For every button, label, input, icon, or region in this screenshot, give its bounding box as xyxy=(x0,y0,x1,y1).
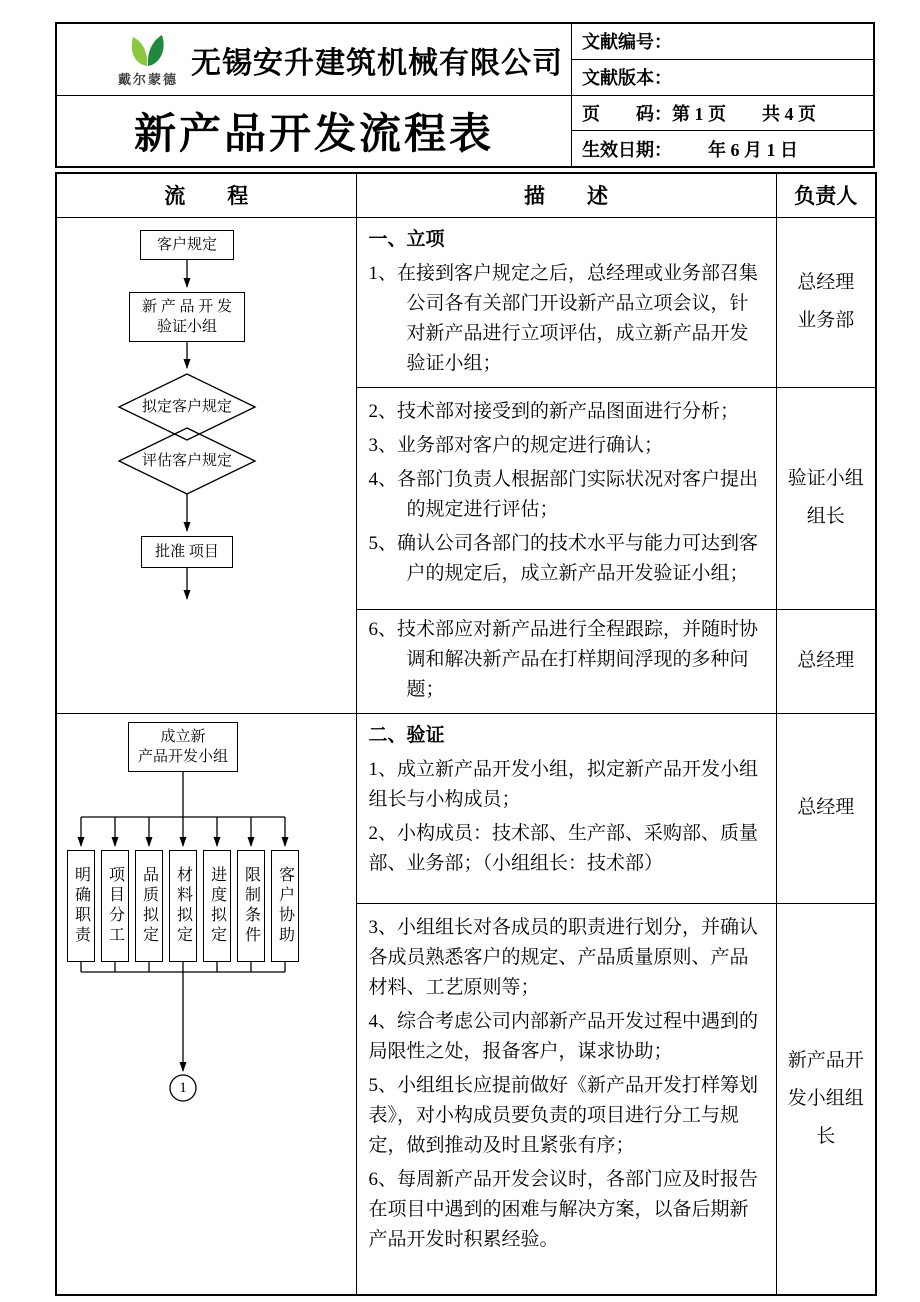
company-logo xyxy=(109,31,187,88)
document-info-box xyxy=(571,24,873,166)
table-header-row xyxy=(56,173,876,217)
flowchart-connectors-2 xyxy=(57,714,355,1294)
section-heading-verification: 二、验证 xyxy=(368,724,445,746)
desc-paragraph: 1、成立新产品开发小组，拟定新产品开发小组组长与小构成员； xyxy=(368,758,759,810)
doc-number-label: 文献编号： xyxy=(582,32,672,53)
owner-line: 验证小组 xyxy=(787,468,864,489)
company-name: 无锡安升建筑机械有限公司 xyxy=(191,46,563,80)
flow-box-form-team-line1: 成立新 xyxy=(160,728,206,745)
flow-box-form-team xyxy=(128,722,238,772)
owner-row-1 xyxy=(776,217,876,387)
owner-row-3 xyxy=(776,609,876,713)
owner-line: 业务部 xyxy=(797,310,855,331)
flow-branch-clarify-duties: 明确职责 xyxy=(67,850,95,962)
table-row xyxy=(56,713,876,903)
section-heading-initiation: 一、立项 xyxy=(368,228,445,250)
flowchart-section-1 xyxy=(56,217,356,713)
leaf-logo-icon xyxy=(126,31,170,69)
desc-paragraph: 1、在接到客户规定之后，总经理或业务部召集公司各有关部门开设新产品立项会议，针对新产品进行立项评估，成立新产品开发验证小组； xyxy=(368,262,759,374)
flow-connector-1-label: 1 xyxy=(179,1079,187,1096)
doc-number-row xyxy=(572,24,873,60)
flow-box-customer-spec xyxy=(140,230,234,260)
flow-box-approve-project xyxy=(141,536,233,568)
flow-box-approve-project-label: 批准 项目 xyxy=(155,543,219,560)
desc-row-3 xyxy=(356,609,776,713)
flowchart-section-2 xyxy=(56,713,356,1295)
desc-paragraph: 2、小构成员：技术部、生产部、采购部、质量部、业务部；（小组组长：技术部） xyxy=(368,822,759,874)
flow-diamond-evaluate-spec-label: 评估客户规定 xyxy=(141,452,232,469)
flow-branch-constraints: 限制条件 xyxy=(237,850,265,962)
desc-paragraph: 6、每周新产品开发会议时，各部门应及时报告在项目中遇到的困难与解决方案，以备后期新产品开发时积累经验。 xyxy=(368,1168,759,1250)
desc-row-2 xyxy=(356,387,776,609)
flow-diamond-draft-spec-label: 拟定客户规定 xyxy=(141,398,232,415)
document-page xyxy=(55,22,875,1296)
title-block xyxy=(57,96,571,166)
desc-row-4 xyxy=(356,713,776,903)
table-row xyxy=(56,217,876,387)
page-number-row xyxy=(572,96,873,132)
desc-row-5 xyxy=(356,903,776,1295)
document-title: 新产品开发流程表 xyxy=(133,112,494,158)
company-block xyxy=(57,24,571,96)
effective-date-row xyxy=(572,131,873,166)
flow-branch-material-draft: 材料拟定 xyxy=(169,850,197,962)
page-number-value: 第 1 页 共 4 页 xyxy=(672,103,816,124)
owner-line: 新产品开发小组组长 xyxy=(787,1049,864,1147)
flow-branch-quality-draft: 品质拟定 xyxy=(135,850,163,962)
col-header-owner: 负责人 xyxy=(776,173,876,217)
owner-line: 总经理 xyxy=(797,272,855,293)
flow-branch-project-division: 项目分工 xyxy=(101,850,129,962)
flow-branch-schedule-draft: 进度拟定 xyxy=(203,850,231,962)
brand-name: 戴尔蒙德 xyxy=(117,72,178,87)
flow-box-verify-team-line1: 新 产 品 开 发 xyxy=(141,298,232,315)
col-header-description: 描 述 xyxy=(356,173,776,217)
flow-branch-customer-assist: 客户协助 xyxy=(271,850,299,962)
effective-date-label: 生效日期： xyxy=(582,139,672,160)
document-header xyxy=(55,22,875,168)
page-number-label: 页 码： xyxy=(582,103,672,124)
desc-paragraph: 3、业务部对客户的规定进行确认； xyxy=(368,434,664,456)
col-header-process: 流 程 xyxy=(56,173,356,217)
effective-date-value: 年 6 月 1 日 xyxy=(672,139,798,160)
desc-paragraph: 6、技术部应对新产品进行全程跟踪，并随时协调和解决新产品在打样期间浮现的多种问题； xyxy=(368,618,759,700)
header-left xyxy=(57,24,571,166)
owner-line: 总经理 xyxy=(797,797,855,818)
process-table xyxy=(55,172,877,1296)
flow-box-verify-team xyxy=(129,292,245,342)
flow-box-customer-spec-label: 客户规定 xyxy=(156,236,217,253)
doc-version-label: 文献版本： xyxy=(582,68,672,89)
owner-row-5 xyxy=(776,903,876,1295)
desc-paragraph: 4、综合考虑公司内部新产品开发过程中遇到的局限性之处，报备客户，谋求协助； xyxy=(368,1010,759,1062)
desc-paragraph: 4、各部门负责人根据部门实际状况对客户提出的规定进行评估； xyxy=(368,468,759,520)
doc-version-row xyxy=(572,60,873,96)
owner-row-4 xyxy=(776,713,876,903)
owner-row-2 xyxy=(776,387,876,609)
desc-paragraph: 3、小组组长对各成员的职责进行划分，并确认各成员熟悉客户的规定、产品质量原则、产品材料、工艺原则等； xyxy=(368,916,759,998)
owner-line: 总经理 xyxy=(797,650,855,671)
flow-box-verify-team-line2: 验证小组 xyxy=(156,318,217,335)
desc-row-1 xyxy=(356,217,776,387)
flowchart-connectors-1 xyxy=(57,218,355,655)
desc-paragraph: 5、确认公司各部门的技术水平与能力可达到客户的规定后，成立新产品开发验证小组； xyxy=(368,532,759,584)
flow-box-form-team-line2: 产品开发小组 xyxy=(137,748,228,765)
owner-line: 组长 xyxy=(806,506,845,527)
desc-paragraph: 2、技术部对接受到的新产品图面进行分析； xyxy=(368,400,740,422)
desc-paragraph: 5、小组组长应提前做好《新产品开发打样筹划表》，对小构成员要负责的项目进行分工与规定，做到推动及时且紧张有序； xyxy=(368,1074,759,1156)
